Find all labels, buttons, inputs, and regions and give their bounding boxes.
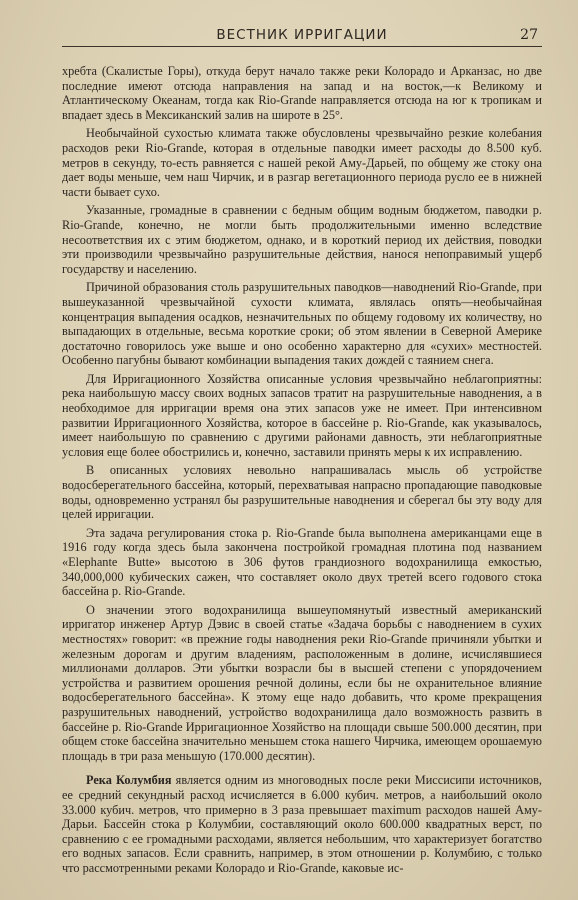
paragraph: Указанные, громадные в сравнении с бедным общим водным бюджетом, паводки р. Rio-Grande, конечно, не могли быть продолжительными именно вследствие несоответствия их с этим бюджетом, однако, и в короткий период их действия, поводки эти производили чрезвычайно разрушительные действия, нанося непоправимый ущерб государству и населению. — [62, 203, 542, 276]
columbia-paragraph — [62, 773, 542, 875]
paragraph: В описанных условиях невольно напрашивалась мысль об устройстве водосберегательного бассейна, который, перехватывая напрасно пропадающие паводковые воды, одновременно устранял бы разрушительные наводнения и сберегал бы эту воду для целей ирригации. — [62, 463, 542, 522]
paragraph: Причиной образования столь разрушительных паводков—наводнений Rio-Grande, при вышеуказанной чрезвычайной сухости климата, являлась опять—необычайная концентрация выпадения осадков, незначительных по общему годовому их количеству, но выпадающих в отдельные, весьма короткие сроки; об этом явлении в Северной Америке достаточно говорилось уже выше и оно особенно характерно для «сухих» местностей. Особенно пагубны бывают комбинации выпадения таких дождей с таянием снега. — [62, 280, 542, 368]
paragraph: Для Ирригационного Хозяйства описанные условия чрезвычайно неблагоприятны: река наибольшую массу своих водных запасов тратит на разрушительные наводнения, а в необходимое для ирригации время она этих запасов уже не имеет. При интенсивном развитии Ирригационного Хозяйства, которое в бассейне р. Rio-Grande, как указывалось, имеет наибольшую по сравнению с другими районами давность, эти неблагоприятные условия еще более обострились и, конечно, заставили принять меры к их исправлению. — [62, 371, 542, 459]
running-title: ВЕСТНИК ИРРИГАЦИИ — [216, 27, 388, 43]
page-header — [62, 24, 542, 47]
paragraph: Эта задача регулирования стока р. Rio-Grande была выполнена американцами еще в 1916 году когда здесь была закончена постройкой громадная плотина под названием «Elephante Butte» высотою в 306 футов грандиозного водохранилища емкостью, 340,000,000 кубических сажен, что составляет около двух третей всего годового стока бассейна р. Rio-Grande. — [62, 525, 542, 599]
paragraph: хребта (Скалистые Горы), откуда берут начало также реки Колорадо и Арканзас, но две последние имеют отсюда направления на запад и на восток,—к Великому и Атлантическому Океанам, тогда как Rio-Grande направляется отсюда на юг к тропикам и впадает здесь в Мексиканский залив на широте в 25°. — [62, 64, 542, 122]
paragraph: О значении этого водохранилища вышеупомянутый известный американский ирригатор инженер Артур Дэвис в своей статье «Задача борьбы с наводнением в сухих местностях» говорит: «в прежние годы наводнения реки Rio-Grande причиняли убытки и железным дорогам и другим владениям, расположенным в долине, исчислявшиеся миллионами долларов. Эти убытки возрасли бы в высшей степени с упорядочением устройства и развитием орошения речной долины, если бы не охранительное влияние водосберегательного бассейна». К этому еще надо добавить, что кроме прекращения разрушительных наводнений, устройство водохранилища дало возможность развить в бассейне р. Rio-Grande Ирригационное Хозяйство на площади свыше 500.000 десятин, при общем стоке бассейна значительно меньшем стока нашего Чирчика, имеющем орошаемую площадь в три раза меньшую (170.000 десятин). — [62, 602, 542, 763]
page-number: 27 — [520, 27, 538, 43]
paragraph: Необычайной сухостью климата также обусловлены чрезвычайно резкие колебания расходов реки Rio-Grande, которая в отдельные паводки имеет расходы до 8.500 куб. метров в секунду, то-есть равняется с нашей рекой Аму-Дарьей, по общему же стоку она дает воды меньше, чем наш Чирчик, и в разгар вегетационного периода русло ее в нижней части бывает сухо. — [62, 126, 542, 199]
section-lead-columbia: Река Колумбия — [86, 773, 172, 788]
paragraph-text: является одним из многоводных после реки Миссисипи источников, ее средний секундный расход исчисляется в 6.000 кубич. метров, а наибольший около 33.000 кубич. метров, что примерно в 3 раза превышает maximum расходов нашей Аму-Дарьи. Бассейн стока р Колумбии, составляющий около 600.000 квадратных верст, по сравнению с ее громадными расходами, является небольшим, что характеризует богатство его водных запасов. Если сравнить, например, в этом отношении р. Колумбию, с только что рассмотренными реками Колорадо и Rio-Grande, каковые ис- — [62, 773, 542, 875]
article-body — [62, 64, 542, 875]
